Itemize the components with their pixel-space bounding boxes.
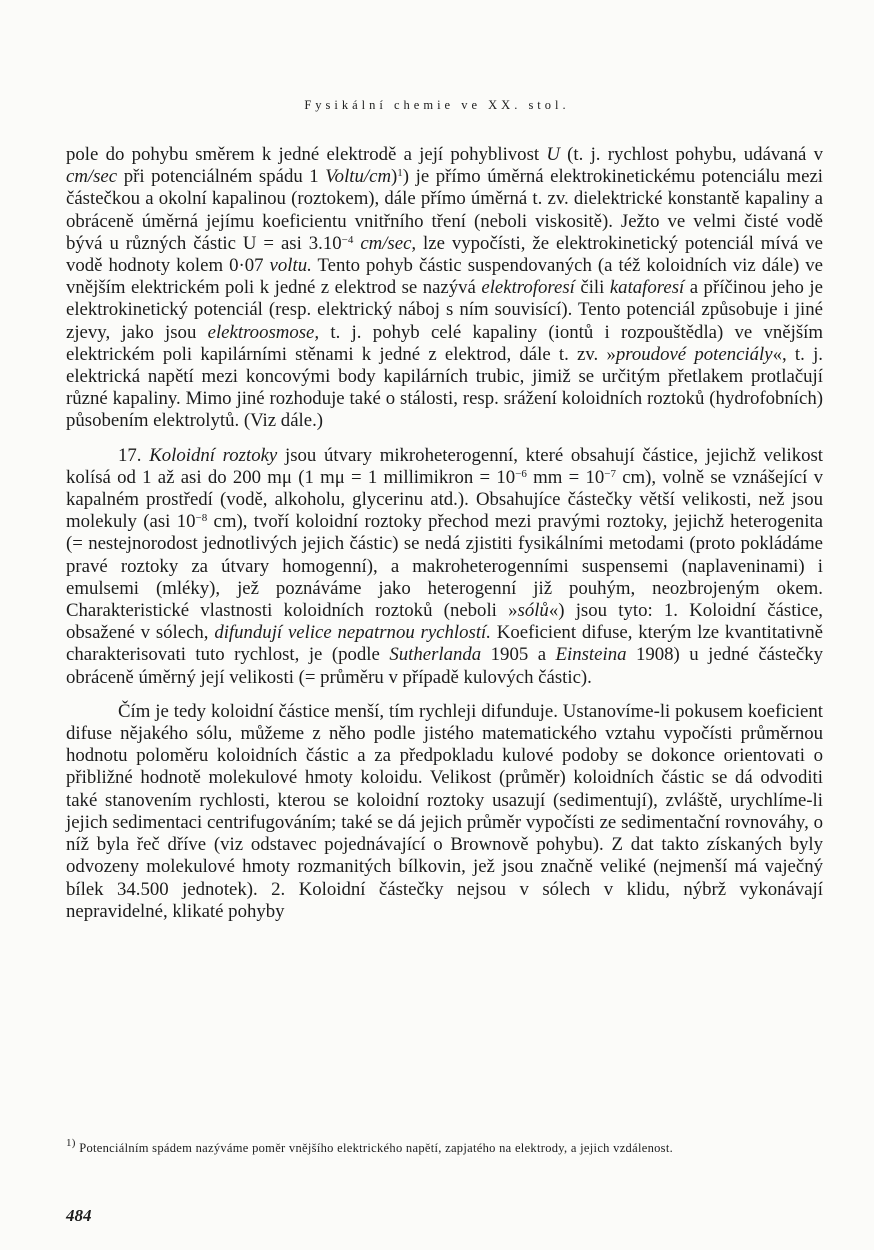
- text-run: Koeficient difuse, kterým lze kvantitativně charakterisovati tuto rychlost, je (podle: [66, 622, 823, 666]
- text-run: ) je přímo úměrná elektrokinetickému potenciálu mezi částečkou a okolní kapalinou (roztokem), dále přímo úměrná t. zv. dielektrické konstantě kapaliny a obráceně úměrná jejímu koeficientu vnitřního tření (neboli viskositě). Ježto ve velmi čisté vodě bývá u různých částic U = asi 3.10: [66, 166, 824, 254]
- text-run: cm), volně se vznášející v kapalném prostředí (vodě, alkoholu, glycerinu atd.). Obsahujíce částečky větší velikosti, než jsou molekuly (asi 10: [66, 466, 823, 533]
- text-run: 1905 a: [481, 644, 556, 666]
- italic-run: elektroosmose,: [207, 321, 320, 343]
- body-text: [66, 144, 823, 923]
- paragraph-diffusion: [66, 701, 823, 923]
- italic-run: U: [546, 144, 560, 165]
- italic-run: difundují velice nepatrnou rychlostí.: [214, 622, 491, 644]
- text-run: «, t. j. elektrická napětí mezi koncovými body kapilárních trubic, jimiž se určitým přetlakem protlačují různé kapaliny. Mimo jiné rozhoduje také o stálosti, resp. srážení koloidních roztoků (hydrofobních) působením elektrolytů. (Viz dále.): [66, 343, 823, 432]
- footnote-reference: 1: [397, 167, 403, 180]
- italic-run: Voltu/cm: [325, 166, 392, 188]
- footnote-text: Potenciálním spádem nazýváme poměr vnějšího elektrického napětí, zapjatého na elektrody, a jejich vzdálenost.: [75, 1141, 674, 1155]
- exponent: −4: [341, 233, 354, 246]
- running-head: Fysikální chemie ve XX. stol.: [304, 98, 570, 112]
- italic-run: Einsteina: [555, 644, 627, 666]
- italic-run: sólů: [517, 600, 549, 622]
- text-run: Tento pohyb částic suspendovaných (a též koloidních viz dále) ve vnějším elektrickém poli k jedné z elektrod se nazývá: [66, 255, 823, 299]
- exponent: −8: [195, 512, 208, 525]
- italic-run: kataforesí: [609, 277, 685, 299]
- section-heading: Koloidní roztoky: [149, 444, 278, 466]
- italic-run: Sutherlanda: [389, 644, 482, 666]
- text-run: 1908) u jedné částečky obráceně úměrný její velikosti (= průměru v případě kulových částic).: [66, 644, 823, 688]
- paragraph-electrophoresis: [66, 144, 823, 433]
- exponent: −6: [515, 467, 527, 480]
- section-number: 17.: [118, 444, 150, 466]
- text-run: při potenciálném spádu 1: [117, 166, 326, 188]
- text-run: čili: [574, 277, 610, 299]
- page-number: 484: [66, 1206, 92, 1225]
- footnote-mark: 1): [66, 1137, 76, 1149]
- text-run: Čím je tedy koloidní částice menší, tím rychleji difunduje. Ustanovíme-li pokusem koeficient difuse nějakého sólu, můžeme z něho podle jistého matematického vztahu vypočísti průměrnou hodnotu poloměru koloidních částic a za předpokladu kulové podoby se dokonce orientovati o přibližné hodnotě molekulové hmoty koloidu. Velikost (průměr) koloidních částic se dá odvoditi také stanovením rychlosti, kterou se koloidní roztoky usazují (sedimentují), zvláště, urychlíme-li jejich sedimentaci centrifugováním; také se dá jejich průměr vypočísti ze sedimentační rovnováhy, o níž byla řeč dříve (viz odstavec pojednávající o Brownově pohybu). Z dat takto získaných byly odvozeny molekulové hmoty rozmanitých bílkovin, jež jsou značně veliké (nejmenší má vaječný bílek 34.500 jednotek). 2. Koloidní částečky nejsou v sólech v klidu, nýbrž vykonávají nepravidelné, klikaté pohyby: [66, 700, 823, 922]
- text-run: «) jsou tyto: 1. Koloidní částice, obsažené v sólech,: [66, 600, 824, 644]
- text-run: ): [391, 166, 398, 188]
- text-run: mm = 10: [526, 466, 605, 488]
- footnote: [66, 1139, 823, 1158]
- text-run: t. j. pohyb celé kapaliny (iontů i rozpouštědla) ve vnějším elektrickém poli kapilárními stěnami k jedné z elektrod, dále t. zv. »: [66, 321, 823, 365]
- text-run: (t. j. rychlost pohybu, udávaná v: [559, 144, 823, 165]
- italic-run: proudové potenciály: [615, 343, 773, 365]
- italic-run: elektroforesí: [481, 277, 575, 299]
- text-run: a příčinou jeho je elektrokinetický potenciál (resp. elektrický náboj s ním souvisící). Tento potenciál způsobuje i jiné zjevy, jako jsou: [66, 277, 823, 343]
- text-run: lze vypočísti, že elektrokinetický potenciál mívá ve vodě hodnoty kolem 0·07: [66, 232, 823, 277]
- italic-run: cm/sec,: [360, 232, 417, 254]
- paragraph-colloidal-solutions: [66, 445, 823, 689]
- text-run: pole do pohybu směrem k jedné elektrodě a její pohyblivost: [66, 144, 547, 165]
- exponent: −7: [604, 467, 616, 480]
- text-run: jsou útvary mikroheterogenní, které obsahují částice, jejichž velikost kolísá od 1 až asi do 200 mμ (1 mμ = 1 millimikron = 10: [66, 444, 824, 488]
- italic-run: voltu.: [269, 255, 312, 277]
- italic-run: cm/sec: [66, 166, 118, 188]
- text-run: cm), tvoří koloidní roztoky přechod mezi pravými roztoky, jejichž heterogenita (= nestejnorodost jednotlivých jejich částic) se nedá zjistiti fysikálními metodami (proto pokládáme pravé roztoky za útvary homogenní), a makroheterogenními suspensemi (naplaveninami) i emulsemi (mléky), jež poznáváme jako heterogenní již pouhým, neozbrojeným okem. Charakteristické vlastnosti koloidních roztoků (neboli »: [66, 511, 824, 622]
